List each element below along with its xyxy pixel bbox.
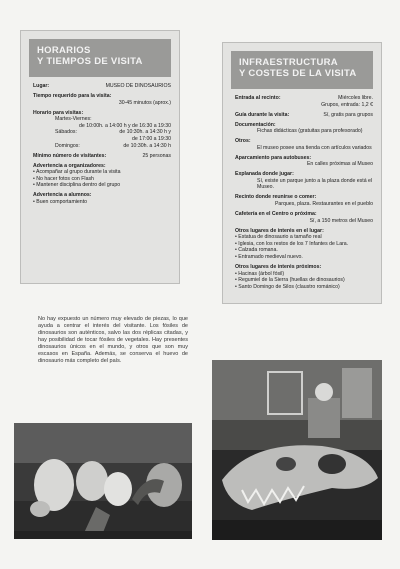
others-value: El museo posee una tienda con artículos variados [257,144,372,151]
dinosaur-skull-image [212,360,382,540]
cafe-label: Cafetería en el Centro o próxima: [235,211,317,218]
min-visitors-label: Mínimo número de visitantes: [33,152,107,159]
cafe-value: Sí, a 150 metros del Museo [309,217,373,224]
infrastructure-box-body [235,95,373,290]
close-label: Otros lugares de interés próximos: [235,263,322,270]
schedule-box [20,30,180,284]
schedule-title-line2: Y TIEMPOS DE VISITA [37,56,143,67]
parking-value: En calles próximas al Museo [306,161,373,168]
hours-row: Sábados: de 10:30h. a 14:30 h y [55,129,171,136]
list-item: • Santo Domingo de Silos (claustro románico) [235,284,373,291]
entry-value-2: Grupos, entrada: 1,2 € [321,101,373,108]
body-paragraph: No hay expuesto un número muy elevado de piezas, lo que ayuda a centrar el interés del visitante. Los fósiles de dinosaurios son auténticos, salvo las dos réplicas citadas, y hay posibilidad de tocar fósiles de vegetales. Hay presentes dinosaurios únicos en el mundo, y otros que son muy escasos en España. Además, se conserva el huevo de dinosaurio más completo del país. [38,316,188,364]
guide-label: Guía durante la visita: [235,111,290,118]
list-item: • Mantener disciplina dentro del grupo [33,182,171,189]
list-item: • Buen comportamiento [33,199,171,206]
students-label: Advertencia a alumnos: [33,192,92,199]
hours-row: Martes-Viernes: [55,116,92,123]
organizers-label: Advertencia a organizadores: [33,162,106,169]
list-item: • Hacinas (árbol fósil) [235,271,373,278]
docs-value: Fichas didácticas (gratuitas para profesorado) [257,128,363,135]
play-label: Explanada donde jugar: [235,171,294,178]
time-label: Tiempo requerido para la visita: [33,92,112,99]
min-visitors-value: 25 personas [142,152,171,159]
infra-title-line2: Y COSTES DE LA VISITA [239,68,357,79]
nearby-label: Otros lugares de interés en el lugar: [235,227,324,234]
dinosaur-eggs-image [14,423,192,539]
play-value: Sí, existe un parque junto a la plaza donde está el Museo. [257,177,373,191]
infrastructure-box-title [231,51,373,89]
list-item: • Estatua de dinosaurio a tamaño real [235,234,373,241]
list-item: • Acompañar al grupo durante la visita [33,169,171,176]
place-label: Lugar: [33,83,50,89]
list-item: • No hacer fotos con Flash [33,176,171,183]
eat-label: Recinto donde reunirse o comer: [235,194,317,201]
list-item: • Entramado medieval nuevo. [235,254,373,261]
entry-value-1: Miércoles libre. [338,95,373,101]
list-item: • Calzada romana. [235,247,373,254]
docs-label: Documentación: [235,121,276,128]
schedule-box-title [29,39,171,77]
infra-title-line1: INFRAESTRUCTURA [239,57,338,68]
time-value: 30-45 minutos (aprox.) [118,99,171,106]
entry-label: Entrada al recinto: [235,95,281,101]
dinosaur-eggs-photo [14,423,192,539]
eat-value: Parques, plaza. Restaurantes en el pueblo [274,201,373,208]
schedule-title-line1: HORARIOS [37,45,91,56]
schedule-box-body: Lugar: MUSEO DE DINOSAURIOS Tiempo requerido para la visita: 30-45 minutos (aprox.) Horario para visitas: Martes-Viernes: de 10:00h. a 14:00 h y de 16:30 a 19:30 Sábados: de 10:30h. a 14:30 h y de 17:00 a 19:30 Domingos: de 10:30h. a 14:30 h Mínimo número de visitantes: 25 personas Advertencia a organizadores: • Acompañar al grupo durante la visita • No hacer fotos con Flash • Mantener disciplina dentro del grupo Advertencia a alumnos: • Buen comportamiento [33,83,171,205]
guide-value: Sí, gratis para grupos [323,111,373,118]
hours-label: Horario para visitas: [33,109,84,116]
others-label: Otros: [235,138,251,145]
parking-label: Aparcamiento para autobuses: [235,154,312,161]
dinosaur-skull-photo [212,360,382,540]
infrastructure-box [222,42,382,304]
place-value: MUSEO DE DINOSAURIOS [105,83,171,89]
hours-row: Domingos: de 10:30h. a 14:30 h [55,142,171,149]
list-item: • Iglesia, con los restos de los 7 Infantes de Lara. [235,241,373,248]
list-item: • Regumiel de la Sierra (huellas de dinosaurios) [235,277,373,284]
